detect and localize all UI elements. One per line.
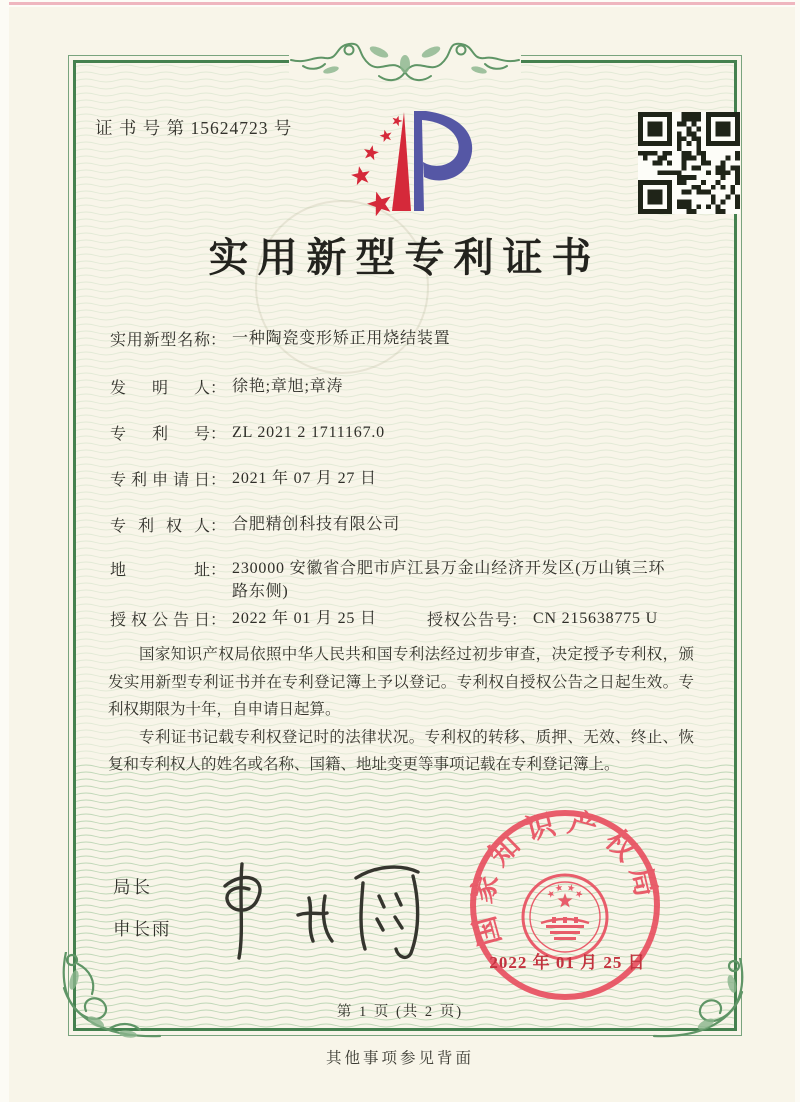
seal-circular-text: 国家知识产权局 <box>466 806 664 950</box>
scan-edge-right <box>795 0 800 1102</box>
qr-code-icon <box>638 112 740 214</box>
grant-number-group: 授权公告号： CN 215638775 U <box>427 607 658 630</box>
field-value: 2021 年 07 月 27 日 <box>232 470 377 487</box>
field-label: 专利申请日 <box>110 472 210 489</box>
field-row-patentee: 专利权人： 合肥精创科技有限公司 <box>110 513 694 536</box>
field-value: ZL 2021 2 1711167.0 <box>232 424 385 441</box>
field-value: 一种陶瓷变形矫正用烧结装置 <box>232 330 451 347</box>
field-label: 实用新型名称 <box>110 332 210 349</box>
page-number: 第 1 页 (共 2 页) <box>336 1004 464 1020</box>
legal-paragraph-2: 专利证书记载专利权登记时的法律状况。专利权的转移、质押、无效、终止、恢复和专利权人的姓名或名称、国籍、地址变更等事项记载在专利登记簿上。 <box>108 728 694 773</box>
field-row-grant: 授权公告日： 2022 年 01 月 25 日 授权公告号： CN 215638775 U <box>110 607 694 630</box>
field-label: 地址 <box>110 562 210 579</box>
legal-text-block <box>108 641 694 779</box>
back-note: 其他事项参见背面 <box>325 1050 474 1067</box>
field-row-application-date: 专利申请日： 2021 年 07 月 27 日 <box>110 467 694 490</box>
director-signature <box>212 848 442 966</box>
certificate-title: 实用新型专利证书 <box>208 235 601 280</box>
field-row-inventors: 发明人： 徐艳;章旭;章涛 <box>110 375 694 398</box>
field-label: 专利号 <box>110 426 210 443</box>
scan-edge-left <box>0 0 9 1102</box>
cnipa-logo-icon <box>336 110 486 216</box>
director-title: 局长 <box>113 877 152 897</box>
field-value: CN 215638775 U <box>533 610 658 627</box>
field-value: 合肥精创科技有限公司 <box>232 516 401 533</box>
field-value: 徐艳;章旭;章涛 <box>232 378 344 395</box>
field-label: 授权公告号 <box>427 612 511 629</box>
certificate-number: 证 书 号 第 15624723 号 <box>95 118 293 138</box>
director-block <box>113 874 172 941</box>
field-row-patent-number: 专利号： ZL 2021 2 1711167.0 <box>110 421 694 444</box>
field-value: 2022 年 01 月 25 日 <box>232 610 377 627</box>
field-label: 授权公告日 <box>110 612 210 629</box>
border-ornament-top-center-icon <box>283 30 527 92</box>
field-label: 专利权人 <box>110 518 210 535</box>
field-value: 230000 安徽省合肥市庐江县万金山经济开发区(万山镇三环路东侧) <box>232 560 666 600</box>
legal-paragraph-1: 国家知识产权局依照中华人民共和国专利法经过初步审查，决定授予专利权，颁发实用新型专利证书并在专利登记簿上予以登记。专利权自授权公告之日起生效。专利权期限为十年，自申请日起算。 <box>108 646 694 718</box>
seal-date: 2022 年 01 月 25 日 <box>489 953 646 972</box>
director-name: 申长雨 <box>113 919 172 939</box>
field-label: 发明人 <box>110 380 210 397</box>
official-seal <box>455 795 675 1015</box>
scan-edge-pink-line <box>0 2 800 5</box>
field-row-address: 地址： 230000 安徽省合肥市庐江县万金山经济开发区(万山镇三环路东侧) <box>110 557 694 603</box>
field-row-utility-model-name: 实用新型名称： 一种陶瓷变形矫正用烧结装置 <box>110 327 694 350</box>
